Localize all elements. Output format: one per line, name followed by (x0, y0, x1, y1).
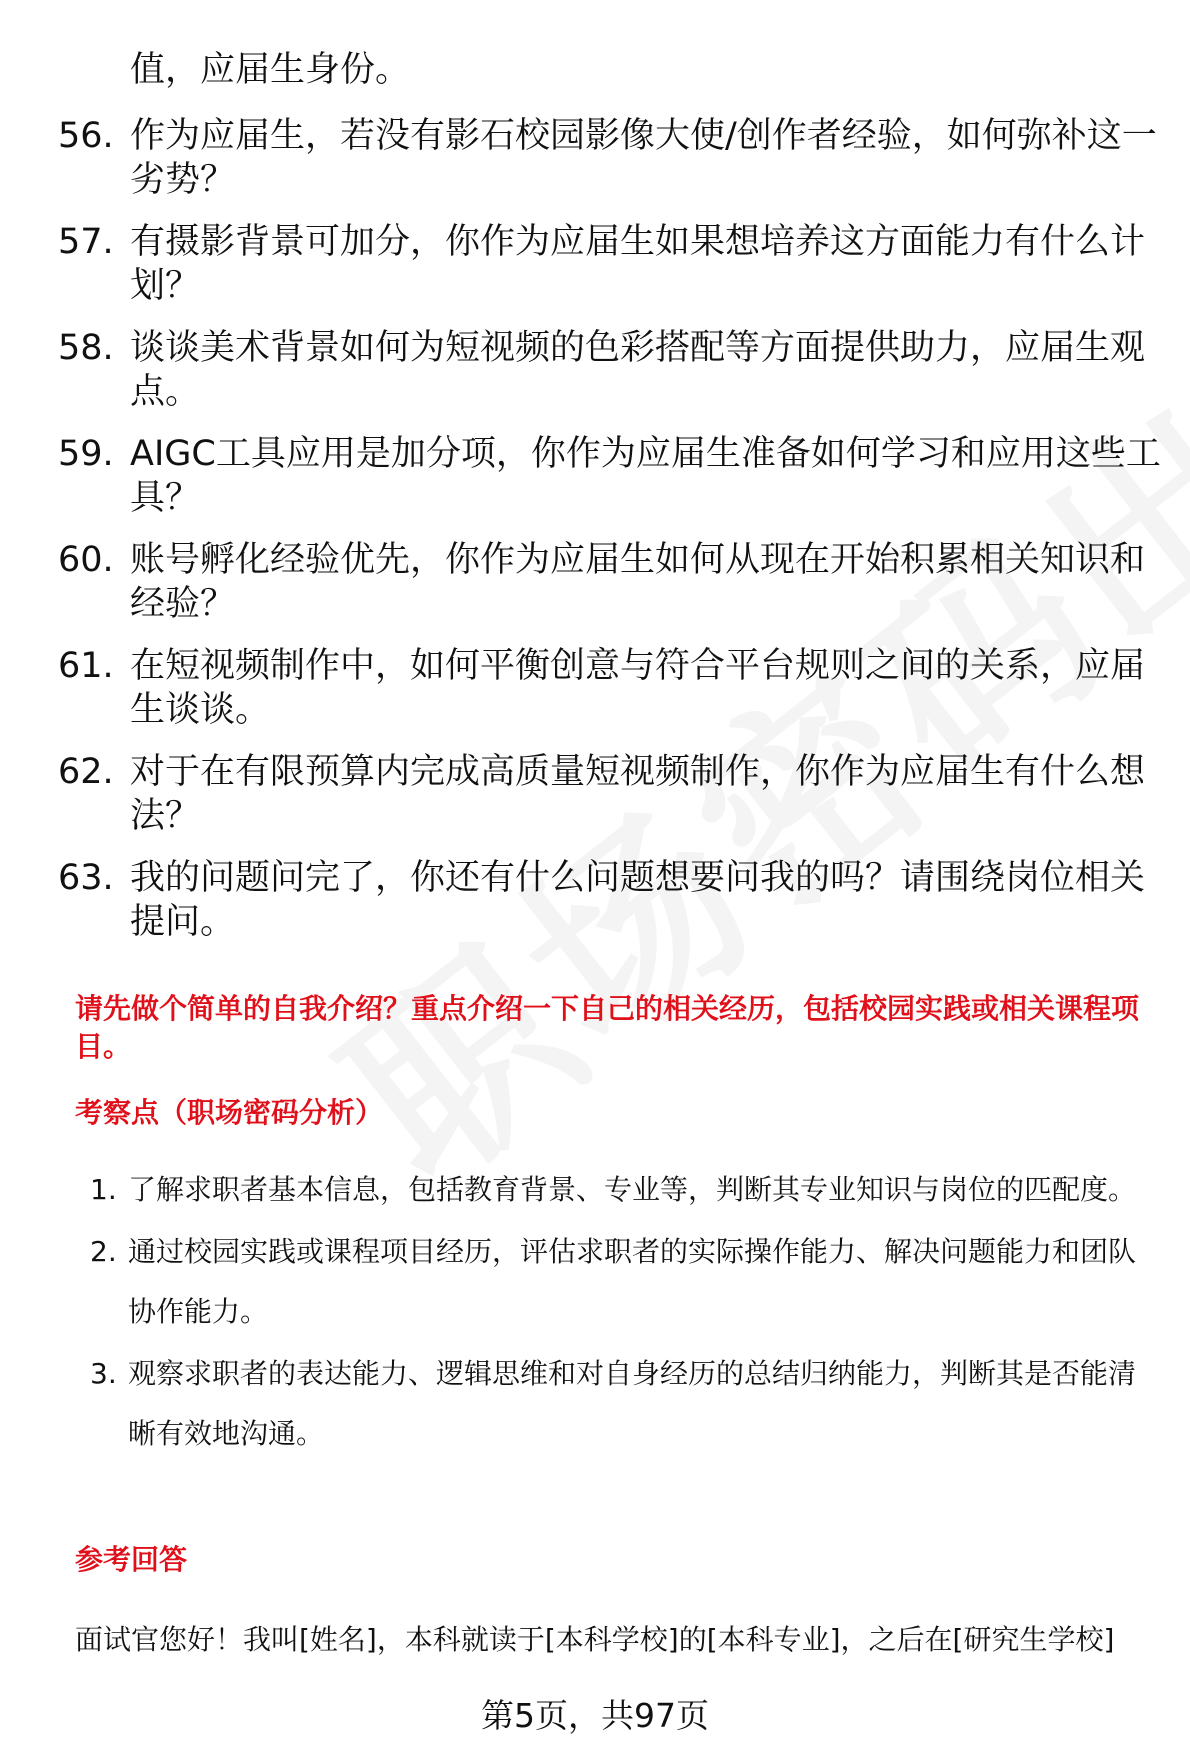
question-number: 63. (58, 858, 114, 898)
question-number: 61. (58, 646, 114, 686)
continuation-text: 值，应届生身份。 (130, 50, 411, 90)
question-item (58, 220, 1168, 308)
point-number: 1. (90, 1173, 117, 1206)
question-item (58, 644, 1168, 732)
question-continuation (58, 48, 1168, 92)
question-text: 谈谈美术背景如何为短视频的色彩搭配等方面提供助力，应届生观点。 (130, 328, 1146, 412)
question-text: 有摄影背景可加分，你作为应届生如果想培养这方面能力有什么计划？ (130, 222, 1146, 306)
question-number: 57. (58, 222, 114, 262)
question-list (58, 48, 1168, 962)
question-number: 56. (58, 116, 114, 156)
question-item (58, 750, 1168, 838)
analysis-label: 考察点（职场密码分析） (75, 1096, 384, 1129)
question-number: 62. (58, 752, 114, 792)
reference-label: 参考回答 (75, 1543, 188, 1576)
page-footer: 第5页，共97页 (481, 1696, 709, 1735)
analysis-point (90, 1344, 1160, 1464)
question-text: AIGC工具应用是加分项，你作为应届生准备如何学习和应用这些工具？ (130, 434, 1161, 518)
analysis-point (90, 1160, 1160, 1220)
question-item (58, 538, 1168, 626)
question-item (58, 856, 1168, 944)
analysis-point (90, 1222, 1160, 1342)
question-text: 账号孵化经验优先，你作为应届生如何从现在开始积累相关知识和经验？ (130, 540, 1146, 624)
question-number: 60. (58, 540, 114, 580)
point-text: 了解求职者基本信息，包括教育背景、专业等，判断其专业知识与岗位的匹配度。 (128, 1173, 1137, 1206)
question-number: 58. (58, 328, 114, 368)
analysis-points (90, 1160, 1160, 1466)
reference-answer: 面试官您好！我叫[姓名]，本科就读于[本科学校]的[本科专业]，之后在[研究生学校] (75, 1623, 1115, 1656)
question-number: 59. (58, 434, 114, 474)
point-number: 2. (90, 1235, 117, 1268)
question-item (58, 432, 1168, 520)
question-text: 我的问题问完了，你还有什么问题想要问我的吗？请围绕岗位相关提问。 (130, 858, 1146, 942)
question-text: 作为应届生，若没有影石校园影像大使/创作者经验，如何弥补这一劣势？ (130, 116, 1157, 200)
point-number: 3. (90, 1357, 117, 1390)
question-item (58, 326, 1168, 414)
featured-question: 请先做个简单的自我介绍？重点介绍一下自己的相关经历，包括校园实践或相关课程项目。 (75, 992, 1140, 1063)
question-text: 对于在有限预算内完成高质量短视频制作，你作为应届生有什么想法？ (130, 752, 1146, 836)
question-item (58, 114, 1168, 202)
question-text: 在短视频制作中，如何平衡创意与符合平台规则之间的关系，应届生谈谈。 (130, 646, 1146, 730)
point-text: 观察求职者的表达能力、逻辑思维和对自身经历的总结归纳能力，判断其是否能清晰有效地沟通。 (128, 1357, 1137, 1450)
point-text: 通过校园实践或课程项目经历，评估求职者的实际操作能力、解决问题能力和团队协作能力。 (128, 1235, 1137, 1328)
